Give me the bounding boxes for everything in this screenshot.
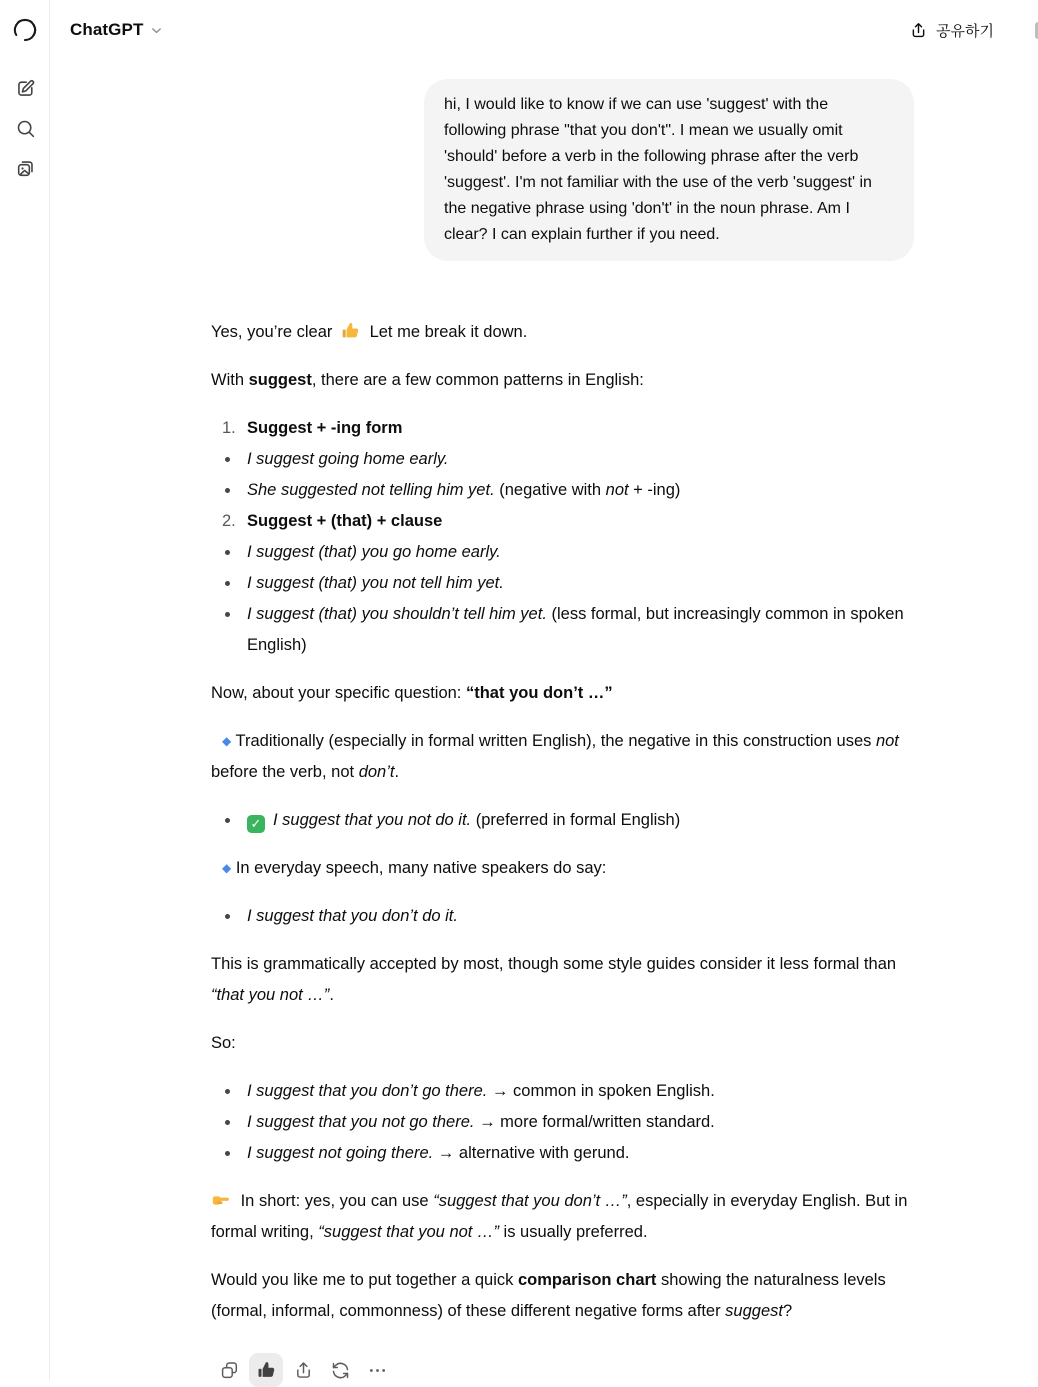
chevron-down-icon (149, 23, 164, 38)
good-response-button[interactable] (249, 1353, 283, 1387)
main-area (50, 0, 1038, 1380)
bullet-list-item: I suggest that you don’t do it. (247, 907, 458, 925)
search-button[interactable] (13, 116, 37, 140)
bullet-list-item: I suggest (that) you go home early. (247, 543, 501, 561)
assistant-paragraph: With suggest, there are a few common patterns in English: (211, 371, 644, 389)
share-response-button[interactable] (286, 1353, 320, 1387)
thumbs-up-icon (256, 1360, 277, 1381)
openai-logo-icon[interactable] (11, 16, 39, 44)
sidebar (0, 0, 50, 1380)
assistant-paragraph: ◆ In everyday speech, many native speakers do say: (222, 859, 607, 877)
search-icon (15, 118, 36, 139)
bullet-list-item: I suggest that you don’t go there. → common in spoken English. (247, 1082, 715, 1100)
copy-button[interactable] (212, 1353, 246, 1387)
new-chat-button[interactable] (13, 76, 37, 100)
more-actions-button[interactable] (360, 1353, 394, 1387)
ordered-list-item: 1. Suggest + -ing form (211, 413, 922, 444)
share-icon (293, 1360, 314, 1381)
regenerate-button[interactable] (323, 1353, 357, 1387)
diamond-emoji: ◆ (222, 734, 232, 748)
check-emoji: ✓ (247, 811, 273, 829)
share-label: 공유하기 (936, 22, 994, 40)
conversation (211, 79, 922, 1387)
copy-icon (219, 1360, 240, 1381)
share-button[interactable] (901, 14, 1002, 47)
app-title: ChatGPT (70, 20, 144, 39)
bullet-list-item: I suggest that you not go there. → more formal/written standard. (247, 1113, 715, 1131)
assistant-paragraph: Yes, you’re clear Let me break it down. (211, 323, 528, 341)
more-icon (367, 1360, 388, 1381)
openai-logo-glyph (12, 17, 38, 43)
assistant-paragraph: ◆ Traditionally (especially in formal written English), the negative in this construction uses not before the verb, not don’t. (211, 732, 899, 781)
library-icon (15, 158, 36, 179)
point-emoji (211, 1192, 236, 1210)
assistant-message (211, 317, 922, 1327)
bullet-list-item: I suggest not going there. → alternative with gerund. (247, 1144, 630, 1162)
bullet-list-item: I suggest (that) you not tell him yet. (247, 574, 504, 592)
library-button[interactable] (13, 156, 37, 180)
regenerate-icon (330, 1360, 351, 1381)
user-message-row (211, 79, 922, 261)
diamond-emoji: ◆ (222, 861, 232, 875)
compose-icon (15, 78, 36, 99)
bullet-list-item: I suggest going home early. (247, 450, 449, 468)
list-number: 1. (222, 419, 236, 437)
assistant-paragraph: This is grammatically accepted by most, though some style guides consider it less formal than “that you not …”. (211, 955, 897, 1004)
model-switcher[interactable] (70, 20, 164, 40)
share-icon (909, 21, 928, 40)
list-number: 2. (222, 512, 236, 530)
ordered-list-item: 2. Suggest + (that) + clause (211, 506, 922, 537)
bullet-list-item: ✓ I suggest that you not do it. (preferred in formal English) (211, 805, 922, 836)
bullet-list-item: She suggested not telling him yet. (negative with not + -ing) (247, 481, 681, 499)
top-bar (50, 0, 1038, 60)
bullet-list-item: I suggest (that) you shouldn’t tell him yet. (less formal, but increasingly common in spoken English) (247, 605, 904, 654)
message-actions (212, 1353, 922, 1387)
user-message-bubble: hi, I would like to know if we can use 'suggest' with the following phrase "that you don't". I mean we usually omit 'should' before a verb in the following phrase after the verb 'suggest'. I'm not familiar with the use of the verb 'suggest' in the negative phrase using 'don't' in the noun phrase. Am I clear? I can explain further if you need. (424, 79, 914, 261)
thumb-emoji (341, 323, 366, 341)
assistant-paragraph: So: (211, 1034, 236, 1052)
assistant-paragraph: Now, about your specific question: “that you don’t …” (211, 684, 613, 702)
assistant-paragraph: Would you like me to put together a quick comparison chart showing the naturalness levels (formal, informal, commonness) of these different negative forms after suggest? (211, 1271, 886, 1320)
assistant-paragraph: In short: yes, you can use “suggest that you don’t …”, especially in everyday English. But in formal writing, “suggest that you not …” is usually preferred. (211, 1192, 908, 1241)
